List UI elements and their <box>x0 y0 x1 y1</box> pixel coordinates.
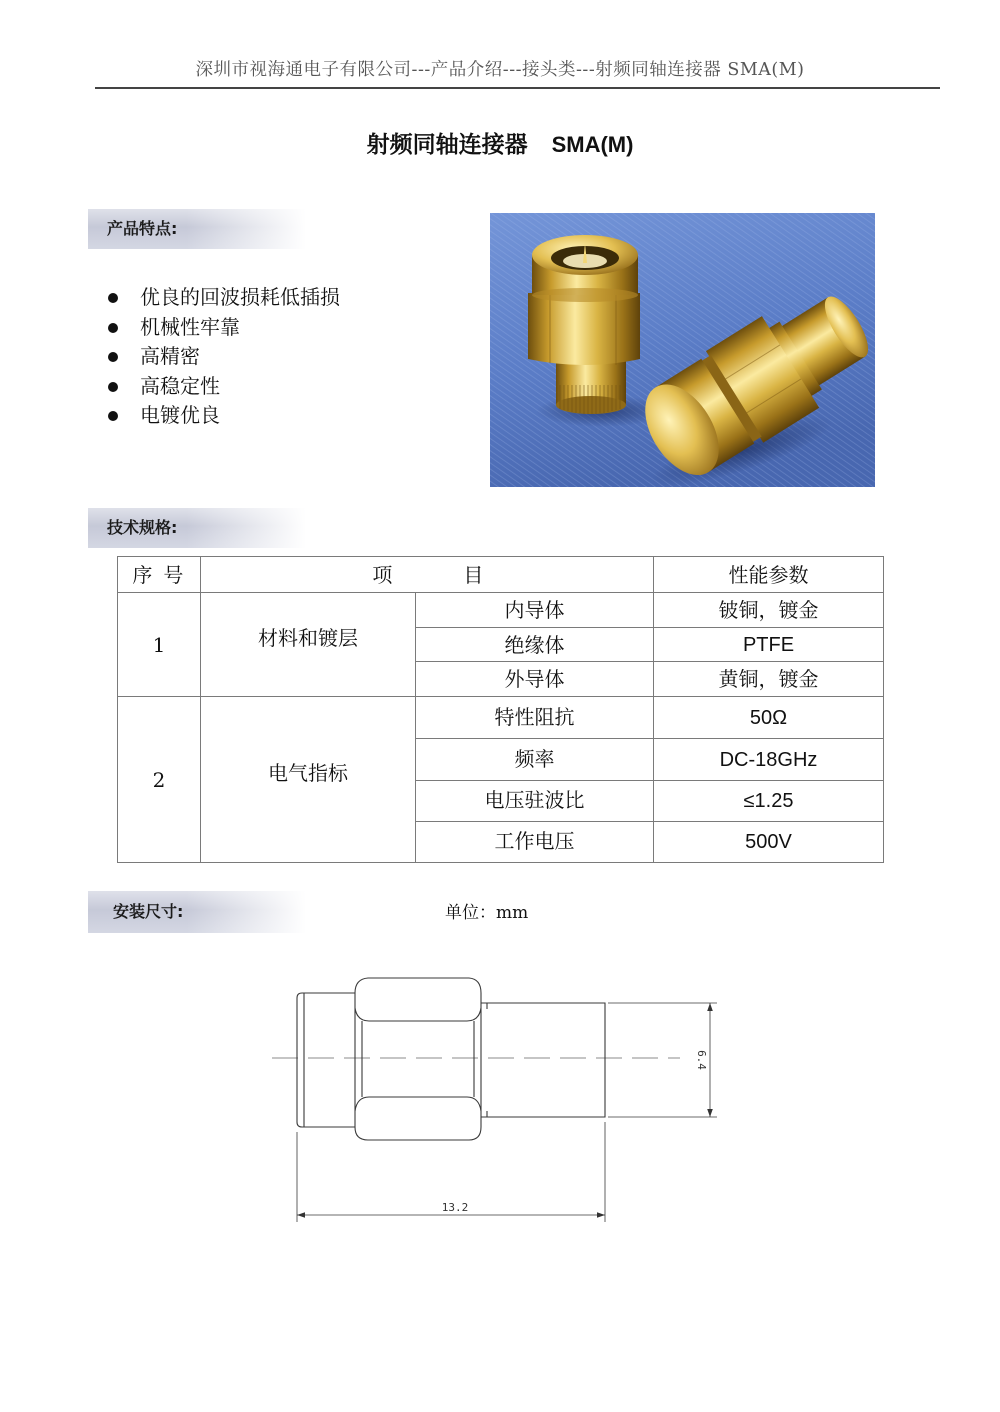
feature-text: 电镀优良 <box>140 403 220 427</box>
spec-value: 铍铜，镀金 <box>654 593 884 628</box>
section-heading-features: 产品特点: <box>107 219 178 238</box>
spec-item: 工作电压 <box>416 822 654 863</box>
hex-nut-outline <box>355 978 481 1140</box>
group-category: 材料和镀层 <box>201 593 416 697</box>
list-item <box>105 313 340 343</box>
hex-face-edge-top <box>355 1008 481 1021</box>
feature-list <box>105 283 340 431</box>
section-heading-dimensions: 安装尺寸: <box>113 902 184 921</box>
running-header: 深圳市视海通电子有限公司---产品介绍---接头类---射频同轴连接器 SMA(M) <box>195 60 805 80</box>
spec-value: ≤1.25 <box>654 781 884 822</box>
table-row <box>118 593 884 628</box>
bullet-icon <box>108 382 118 392</box>
diameter-label: 6.4 <box>695 1050 708 1070</box>
table-row <box>118 697 884 739</box>
header-rule <box>95 87 940 89</box>
body-outline <box>481 1003 605 1117</box>
list-item <box>105 342 340 372</box>
col-header-item: 项 目 <box>201 557 654 593</box>
spec-item: 频率 <box>416 739 654 781</box>
spec-value: 50Ω <box>654 697 884 739</box>
bullet-icon <box>108 352 118 362</box>
dimension-drawing <box>260 960 740 1235</box>
bullet-icon <box>108 411 118 421</box>
col-header-no: 序 号 <box>118 557 201 593</box>
feature-text: 高稳定性 <box>140 373 220 398</box>
group-no: 1 <box>118 593 201 697</box>
list-item <box>105 401 340 431</box>
feature-text: 高精密 <box>140 344 200 368</box>
list-item <box>105 372 340 402</box>
title-product-name: 射频同轴连接器 <box>366 132 528 158</box>
spec-value: 黄铜，镀金 <box>654 662 884 697</box>
section-bar-dimensions <box>88 891 306 933</box>
length-label: 13.2 <box>441 1201 469 1214</box>
bullet-icon <box>108 323 118 333</box>
feature-text: 机械性牢靠 <box>140 314 240 339</box>
section-bar-specs <box>88 508 306 548</box>
bullet-icon <box>108 293 118 303</box>
section-heading-specs: 技术规格: <box>107 518 178 537</box>
spec-value: DC-18GHz <box>654 739 884 781</box>
cap-outline <box>297 993 355 1127</box>
hex-face-edge-bottom <box>355 1097 481 1111</box>
table-header-row <box>118 557 884 593</box>
group-no: 2 <box>118 697 201 863</box>
list-item <box>105 283 340 313</box>
spec-item: 外导体 <box>416 662 654 697</box>
group-category: 电气指标 <box>201 697 416 863</box>
product-photo <box>490 213 875 487</box>
spec-table <box>117 556 884 863</box>
page-title <box>0 131 1000 161</box>
unit-note: 单位：mm <box>445 903 529 923</box>
spec-item: 内导体 <box>416 593 654 628</box>
spec-value: 500V <box>654 822 884 863</box>
title-model: SMA(M) <box>551 132 634 157</box>
spec-value: PTFE <box>654 628 884 662</box>
feature-text: 优良的回波损耗低插损 <box>140 285 340 309</box>
spec-item: 特性阻抗 <box>416 697 654 739</box>
col-header-value: 性能参数 <box>654 557 884 593</box>
spec-item: 绝缘体 <box>416 628 654 662</box>
spec-item: 电压驻波比 <box>416 781 654 822</box>
section-bar-features <box>88 209 306 249</box>
